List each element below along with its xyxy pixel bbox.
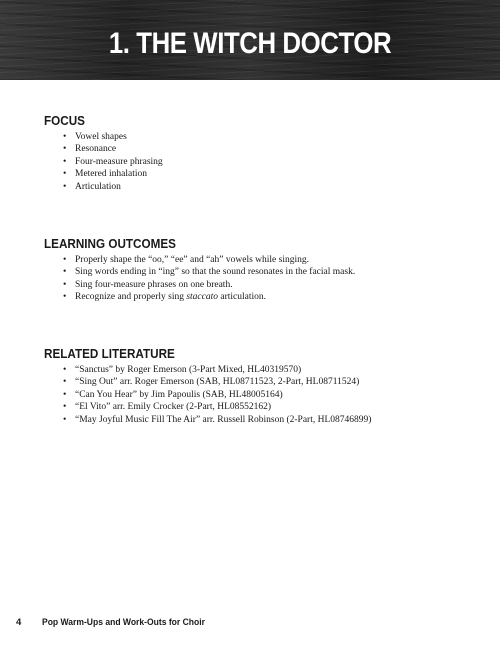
list-item: • “Sing Out” arr. Roger Emerson (SAB, HL08711523, 2-Part, HL08711524): [63, 376, 464, 388]
related-literature-list: [44, 364, 464, 426]
list-item: • Metered inhalation: [63, 168, 464, 180]
learning-outcomes-heading: LEARNING OUTCOMES: [44, 236, 176, 251]
list-item: • “Can You Hear” by Jim Papoulis (SAB, HL48005164): [63, 389, 464, 401]
related-literature-heading: RELATED LITERATURE: [44, 346, 175, 361]
related-literature-section: [44, 346, 464, 426]
learning-outcomes-section: [44, 236, 464, 304]
book-title: Pop Warm-Ups and Work-Outs for Choir: [42, 617, 205, 628]
learning-outcomes-list: [44, 254, 464, 304]
list-item: • Properly shape the “oo,” “ee” and “ah” vowels while singing.: [63, 254, 464, 266]
focus-heading: FOCUS: [44, 113, 85, 128]
list-item: • “Sanctus” by Roger Emerson (3-Part Mixed, HL40319570): [63, 364, 464, 376]
list-item: • Vowel shapes: [63, 131, 464, 143]
list-item: • Sing four-measure phrases on one breath.: [63, 279, 464, 291]
list-item: • Articulation: [63, 181, 464, 193]
list-item: • “May Joyful Music Fill The Air” arr. Russell Robinson (2-Part, HL08746899): [63, 414, 464, 426]
list-item: • Four-measure phrasing: [63, 156, 464, 168]
list-item: • “El Vito” arr. Emily Crocker (2-Part, HL08552162): [63, 401, 464, 413]
page-footer: [16, 617, 223, 629]
page-title: 1. THE WITCH DOCTOR: [108, 27, 392, 60]
header-band: [0, 0, 500, 80]
focus-list: [44, 131, 464, 193]
staccato-term: staccato: [186, 292, 218, 303]
list-item-text: articulation.: [218, 292, 267, 303]
list-item: • Resonance: [63, 143, 464, 155]
list-item: • Sing words ending in “ing” so that the sound resonates in the facial mask.: [63, 266, 464, 278]
list-item: [63, 291, 464, 303]
list-item-text: Recognize and properly sing: [75, 292, 187, 303]
page-number: 4: [16, 617, 22, 628]
focus-section: [44, 113, 464, 193]
